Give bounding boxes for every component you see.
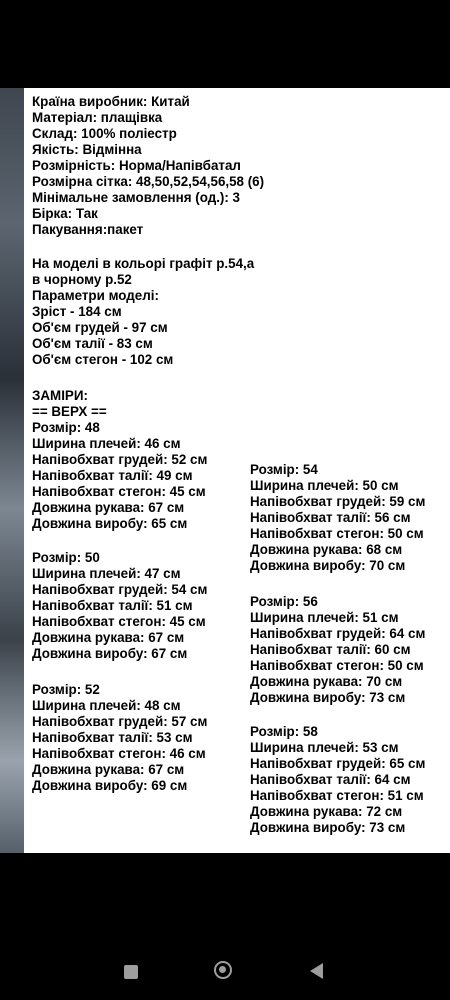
sizing-line: Розмірність: Норма/Напівбатал: [32, 158, 241, 173]
size-50-length: Довжина виробу: 67 см: [32, 646, 188, 661]
triangle-back-icon[interactable]: [310, 963, 323, 979]
size-56-sleeve: Довжина рукава: 70 см: [250, 674, 403, 689]
size-56-hips: Напівобхват стегон: 50 см: [250, 658, 424, 673]
size-48-sleeve: Довжина рукава: 67 см: [32, 500, 185, 515]
size-52-chest: Напівобхват грудей: 57 см: [32, 714, 208, 729]
size-50-hips: Напівобхват стегон: 45 см: [32, 614, 206, 629]
size-58-title: Розмір: 58: [250, 724, 318, 739]
product-description-image: [24, 88, 450, 853]
size-48-shoulders: Ширина плечей: 46 см: [32, 436, 181, 451]
min-order-line: Мінімальне замовлення (од.): 3: [32, 190, 240, 205]
size-48-hips: Напівобхват стегон: 45 см: [32, 484, 206, 499]
model-params-title: Параметри моделі:: [32, 288, 159, 303]
background-photo-edge: [0, 88, 24, 853]
size-58-hips: Напівобхват стегон: 51 см: [250, 788, 424, 803]
size-54-title: Розмір: 54: [250, 462, 318, 477]
tag-line: Бірка: Так: [32, 206, 98, 221]
size-56-length: Довжина виробу: 73 см: [250, 690, 406, 705]
size-58-length: Довжина виробу: 73 см: [250, 820, 406, 835]
size-50-title: Розмір: 50: [32, 550, 100, 565]
size-58-sleeve: Довжина рукава: 72 см: [250, 804, 403, 819]
size-56-title: Розмір: 56: [250, 594, 318, 609]
size-52-title: Розмір: 52: [32, 682, 100, 697]
android-nav-bar: [0, 853, 450, 1000]
size-54-chest: Напівобхват грудей: 59 см: [250, 494, 426, 509]
measurements-section: == ВЕРХ ==: [32, 404, 107, 419]
size-54-waist: Напівобхват талії: 56 см: [250, 510, 411, 525]
model-color-line: На моделі в кольорі графіт р.54,а: [32, 256, 255, 271]
size-50-shoulders: Ширина плечей: 47 см: [32, 566, 181, 581]
model-chest-line: Об'єм грудей - 97 см: [32, 320, 168, 335]
size-52-waist: Напівобхват талії: 53 см: [32, 730, 193, 745]
size-52-hips: Напівобхват стегон: 46 см: [32, 746, 206, 761]
size-54-length: Довжина виробу: 70 см: [250, 558, 406, 573]
size-58-chest: Напівобхват грудей: 65 см: [250, 756, 426, 771]
size-56-shoulders: Ширина плечей: 51 см: [250, 610, 399, 625]
size-50-waist: Напівобхват талії: 51 см: [32, 598, 193, 613]
size-48-chest: Напівобхват грудей: 52 см: [32, 452, 208, 467]
size-52-shoulders: Ширина плечей: 48 см: [32, 698, 181, 713]
size-48-length: Довжина виробу: 65 см: [32, 516, 188, 531]
measurements-title: ЗАМІРИ:: [32, 388, 88, 403]
material-line: Матеріал: плащівка: [32, 110, 163, 125]
square-recents-icon[interactable]: [124, 965, 138, 979]
size-56-chest: Напівобхват грудей: 64 см: [250, 626, 426, 641]
size-52-length: Довжина виробу: 69 см: [32, 778, 188, 793]
model-hips-line: Об'єм стегон - 102 см: [32, 352, 174, 367]
composition-line: Склад: 100% поліестр: [32, 126, 177, 141]
size-50-sleeve: Довжина рукава: 67 см: [32, 630, 185, 645]
country-line: Країна виробник: Китай: [32, 94, 190, 109]
quality-line: Якість: Відмінна: [32, 142, 142, 157]
packaging-line: Пакування:пакет: [32, 222, 144, 237]
size-grid-line: Розмірна сітка: 48,50,52,54,56,58 (6): [32, 174, 265, 189]
size-58-waist: Напівобхват талії: 64 см: [250, 772, 411, 787]
size-54-hips: Напівобхват стегон: 50 см: [250, 526, 424, 541]
circle-home-icon[interactable]: [214, 961, 232, 979]
model-color-line-2: в чорному р.52: [32, 272, 132, 287]
size-48-waist: Напівобхват талії: 49 см: [32, 468, 193, 483]
model-height-line: Зріст - 184 см: [32, 304, 122, 319]
size-50-chest: Напівобхват грудей: 54 см: [32, 582, 208, 597]
size-54-shoulders: Ширина плечей: 50 см: [250, 478, 399, 493]
size-48-title: Розмір: 48: [32, 420, 100, 435]
size-58-shoulders: Ширина плечей: 53 см: [250, 740, 399, 755]
size-56-waist: Напівобхват талії: 60 см: [250, 642, 411, 657]
model-waist-line: Об'єм талії - 83 см: [32, 336, 153, 351]
size-52-sleeve: Довжина рукава: 67 см: [32, 762, 185, 777]
size-54-sleeve: Довжина рукава: 68 см: [250, 542, 403, 557]
status-bar: [0, 0, 450, 40]
